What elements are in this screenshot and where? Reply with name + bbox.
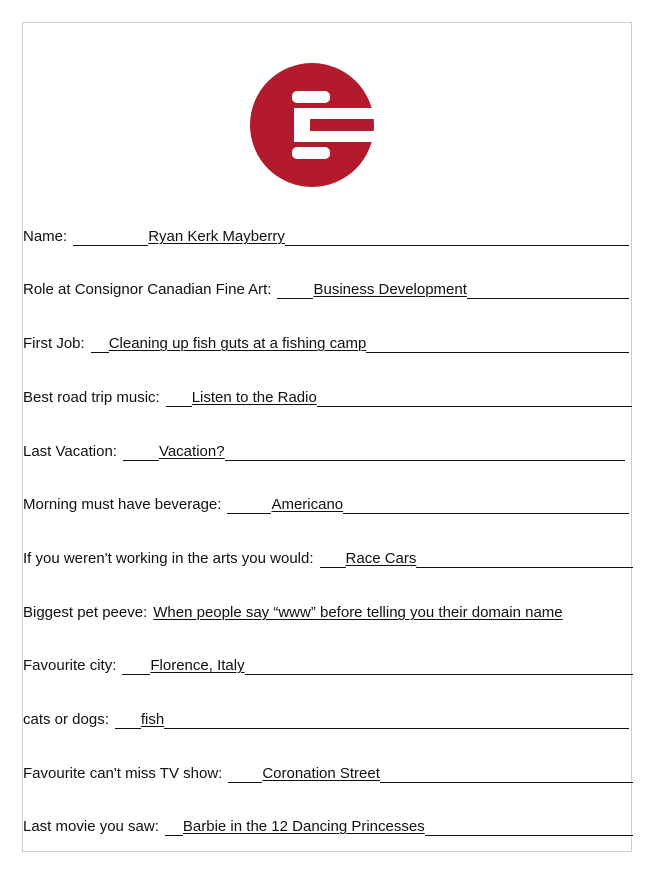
field-row-pet-peeve (23, 600, 631, 622)
field-label: cats or dogs: (23, 711, 109, 728)
field-fill-line (416, 550, 633, 568)
field-answer: When people say “www” before telling you their domain name (153, 604, 563, 621)
field-blank-line (91, 335, 109, 353)
field-blank-line (73, 228, 148, 246)
field-fill-line (425, 818, 633, 836)
field-row-if-not-arts (23, 546, 633, 568)
field-blank-line (227, 496, 271, 514)
field-answer: Coronation Street (262, 765, 380, 782)
field-label: Best road trip music: (23, 389, 160, 406)
field-fill-line (225, 443, 625, 461)
field-row-road-trip-music (23, 385, 632, 407)
field-blank-line (166, 389, 192, 407)
questionnaire-page (22, 22, 632, 852)
field-label: First Job: (23, 335, 85, 352)
field-answer: Business Development (313, 281, 467, 298)
field-row-last-vacation (23, 439, 625, 461)
field-blank-line (228, 765, 262, 783)
field-answer: Vacation? (158, 443, 225, 460)
field-blank-line (123, 443, 159, 461)
field-label: Morning must have beverage: (23, 496, 222, 513)
field-blank-line (165, 818, 183, 836)
field-fill-line (164, 711, 629, 729)
field-answer: Ryan Kerk Mayberry (148, 228, 285, 245)
field-row-last-movie (23, 814, 633, 836)
field-row-favourite-city (23, 653, 633, 675)
field-answer: fish (140, 711, 165, 728)
field-row-cats-or-dogs (23, 707, 629, 729)
field-fill-line (380, 765, 633, 783)
field-row-first-job (23, 331, 629, 353)
field-answer: Cleaning up fish guts at a fishing camp (108, 335, 367, 352)
field-row-morning-beverage (23, 492, 629, 514)
field-label: Favourite city: (23, 657, 117, 674)
field-blank-line (122, 657, 150, 675)
field-label: Last Vacation: (23, 443, 117, 460)
field-label: Biggest pet peeve: (23, 604, 148, 621)
field-answer: Listen to the Radio (191, 389, 317, 406)
field-label: Role at Consignor Canadian Fine Art: (23, 281, 272, 298)
field-blank-line (115, 711, 141, 729)
field-fill-line (317, 389, 632, 407)
field-label: Last movie you saw: (23, 818, 159, 835)
field-fill-line (467, 281, 629, 299)
field-row-role (23, 277, 629, 299)
field-blank-line (277, 281, 313, 299)
field-label: Favourite can't miss TV show: (23, 765, 223, 782)
field-fill-line (343, 496, 629, 514)
field-answer: Barbie in the 12 Dancing Princesses (182, 818, 425, 835)
field-row-name (23, 224, 629, 246)
field-fill-line (366, 335, 629, 353)
field-answer: Americano (271, 496, 344, 513)
field-answer: Florence, Italy (150, 657, 245, 674)
field-row-tv-show (23, 761, 633, 783)
field-label: If you weren't working in the arts you would: (23, 550, 314, 567)
field-fill-line (285, 228, 629, 246)
field-blank-line (320, 550, 346, 568)
field-fill-line (245, 657, 633, 675)
field-answer: Race Cars (345, 550, 417, 567)
field-label: Name: (23, 228, 68, 245)
